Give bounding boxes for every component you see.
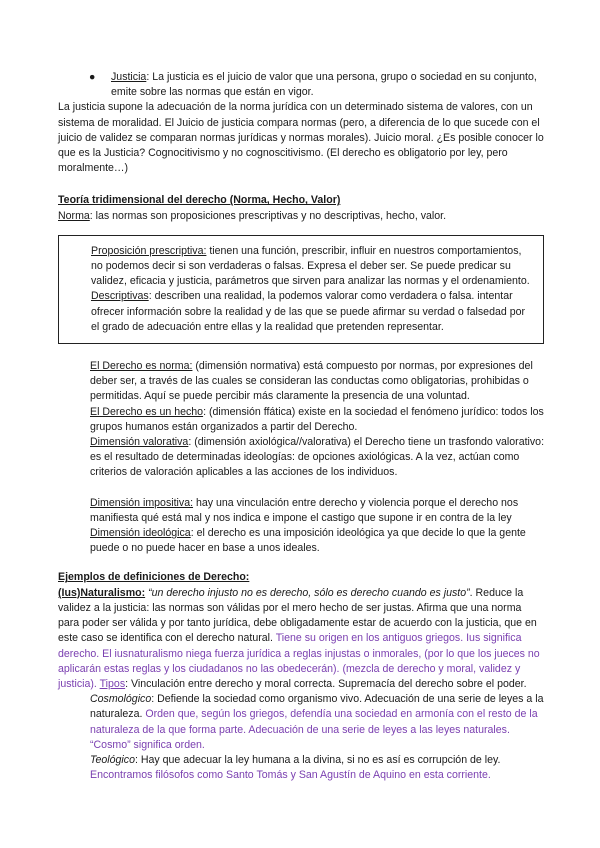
text-teologico: : Hay que adecuar la ley humana a la divina, si no es así es corrupción de ley.: [134, 753, 501, 766]
text-derecho-hecho: : (dimensión ffática) existe en la sociedad el fenómeno jurídico: todos los grupos humanos están organizados a partir del Derecho.: [90, 405, 544, 433]
term-naturalismo: (Ius)Naturalismo:: [58, 586, 146, 599]
term-dimension-valorativa: Dimensión valorativa: [90, 436, 189, 449]
propositions-box: [58, 235, 544, 344]
term-descriptivas: Descriptivas: [91, 290, 149, 303]
naturalismo-paragraph: [58, 586, 544, 692]
cosmologico-paragraph: [58, 692, 544, 753]
text-cosmologico: : Defiende la sociedad como organismo vivo. Adecuación de una serie de leyes a la naturaleza.: [90, 693, 544, 721]
text-descriptivas: : describen una realidad, la podemos valorar como verdadera o falsa. intentar ofrecer información sobre la realidad y de las que se puede afirmar su verdad o falsedad por el grado de adecuación entre ellas y la realidad que pretenden representar.: [91, 290, 526, 333]
intro-paragraph: La justicia supone la adecuación de la norma jurídica con un determinado sistema de valores, con un sistema de moralidad. El Juicio de justicia compara normas (pero, a diferencia de lo que sucede con el juicio de validez se comparan normas jurídicas y normas morales). Juicio moral. ¿Es posible conocer lo que es la Justicia? Cognocitivismo y no cognoscitivismo. (El derecho es obligatorio por ley, pero moralmente…): [58, 101, 544, 175]
dimension-ideologica-paragraph: [58, 526, 544, 556]
examples-heading: Ejemplos de definiciones de Derecho:: [58, 571, 250, 584]
theory-heading: Teoría tridimensional del derecho (Norma, Hecho, Valor): [58, 194, 341, 207]
term-derecho-norma: El Derecho es norma:: [90, 360, 193, 373]
teologico-paragraph: [58, 753, 544, 783]
term-norma: Norma: [58, 209, 90, 222]
derecho-norma-paragraph: [58, 359, 544, 405]
descriptivas-paragraph: [69, 289, 533, 335]
annotation-naturalismo: Tiene su origen en los antiguos griegos. Ius significa derecho. El iusnaturalismo niega fuerza jurídica a reglas injustas o inmorales, (por lo que los jueces no aplicarán estas reglas y los ciudadanos no las obedecerán). (mezcla de derecho y moral, validez y justicia).: [58, 632, 540, 690]
prescriptiva-paragraph: [69, 244, 533, 290]
term-prescriptiva: Proposición prescriptiva:: [91, 244, 207, 257]
term-justicia: Justicia: [111, 71, 147, 83]
term-tipos: Tipos: [99, 677, 126, 690]
norma-paragraph: [58, 209, 544, 224]
bullet-dot-icon: ●: [89, 71, 96, 83]
document-content: [58, 70, 544, 783]
text-prescriptiva: tienen una función, prescribir, influir en nuestros comportamientos, no podemos decir si son verdaderas o falsas. Expresa el deber ser. Se puede predicar su validez, eficacia y justicia, parámetros que sirven para analizar las normas y el ordenamiento.: [91, 244, 530, 288]
text-norma: : las normas son proposiciones prescriptivas y no descriptivas, hecho, valor.: [89, 209, 447, 222]
text-tipos: : Vinculación entre derecho y moral correcta. Supremacía del derecho sobre el poder.: [125, 677, 527, 690]
text-dimension-impositiva: hay una vinculación entre derecho y violencia porque el derecho nos manifiesta qué está mal y nos indica e impone el castigo que supone ir en contra de la ley: [90, 496, 519, 524]
bullet-justicia: [58, 70, 544, 100]
term-cosmologico: Cosmológico: [90, 693, 152, 706]
text-dimension-ideologica: : el derecho es una imposición ideológica ya que decide lo que la gente puede o no puede hacer en base a unos ideales.: [90, 527, 526, 555]
annotation-teologico: Encontramos filósofos como Santo Tomás y San Agustín de Aquino en esta corriente.: [90, 769, 491, 782]
text-derecho-norma: (dimensión normativa) está compuesto por normas, por expresiones del deber ser, a través de las cuales se consideran las conductas como obligatorias, prohibidas o permitidas. Aquí se puede percibir más claramente la presencia de una voluntad.: [90, 360, 533, 403]
term-derecho-hecho: El Derecho es un hecho: [90, 405, 204, 418]
derecho-hecho-paragraph: [58, 405, 544, 435]
term-teologico: Teológico: [90, 753, 135, 766]
annotation-cosmologico: Orden que, según los griegos, defendía una sociedad en armonía con el resto de la naturaleza de la que forma parte. Adecuación de una serie de leyes a las leyes naturales. “Cosmo” significa orden.: [90, 708, 538, 751]
dimension-valorativa-paragraph: [58, 435, 544, 481]
dimension-impositiva-paragraph: [58, 496, 544, 526]
term-dimension-ideologica: Dimensión ideológica: [90, 527, 191, 540]
text-justicia: : La justicia es el juicio de valor que una persona, grupo o sociedad en su conjunto, emite sobre las normas que están en vigor.: [111, 71, 537, 99]
term-dimension-impositiva: Dimensión impositiva:: [90, 496, 194, 509]
text-naturalismo: . Reduce la validez a la justicia: las normas son válidas por el mero hecho de ser justas. Afirma que una norma para poder ser válida y por tanto jurídica, debe obligadamente estar de acuerdo con la justicia, que en este caso se identifica con el derecho natural.: [58, 586, 537, 645]
quote-naturalismo: “un derecho injusto no es derecho, sólo es derecho cuando es justo”: [148, 586, 470, 599]
text-dimension-valorativa: : (dimensión axiológica//valorativa) el Derecho tiene un trasfondo valorativo: es el resultado de determinadas ideologías: de opciones axiológicas. A la vez, actúan como criterios de valoración aplicables a las acciones de los individuos.: [90, 436, 545, 479]
